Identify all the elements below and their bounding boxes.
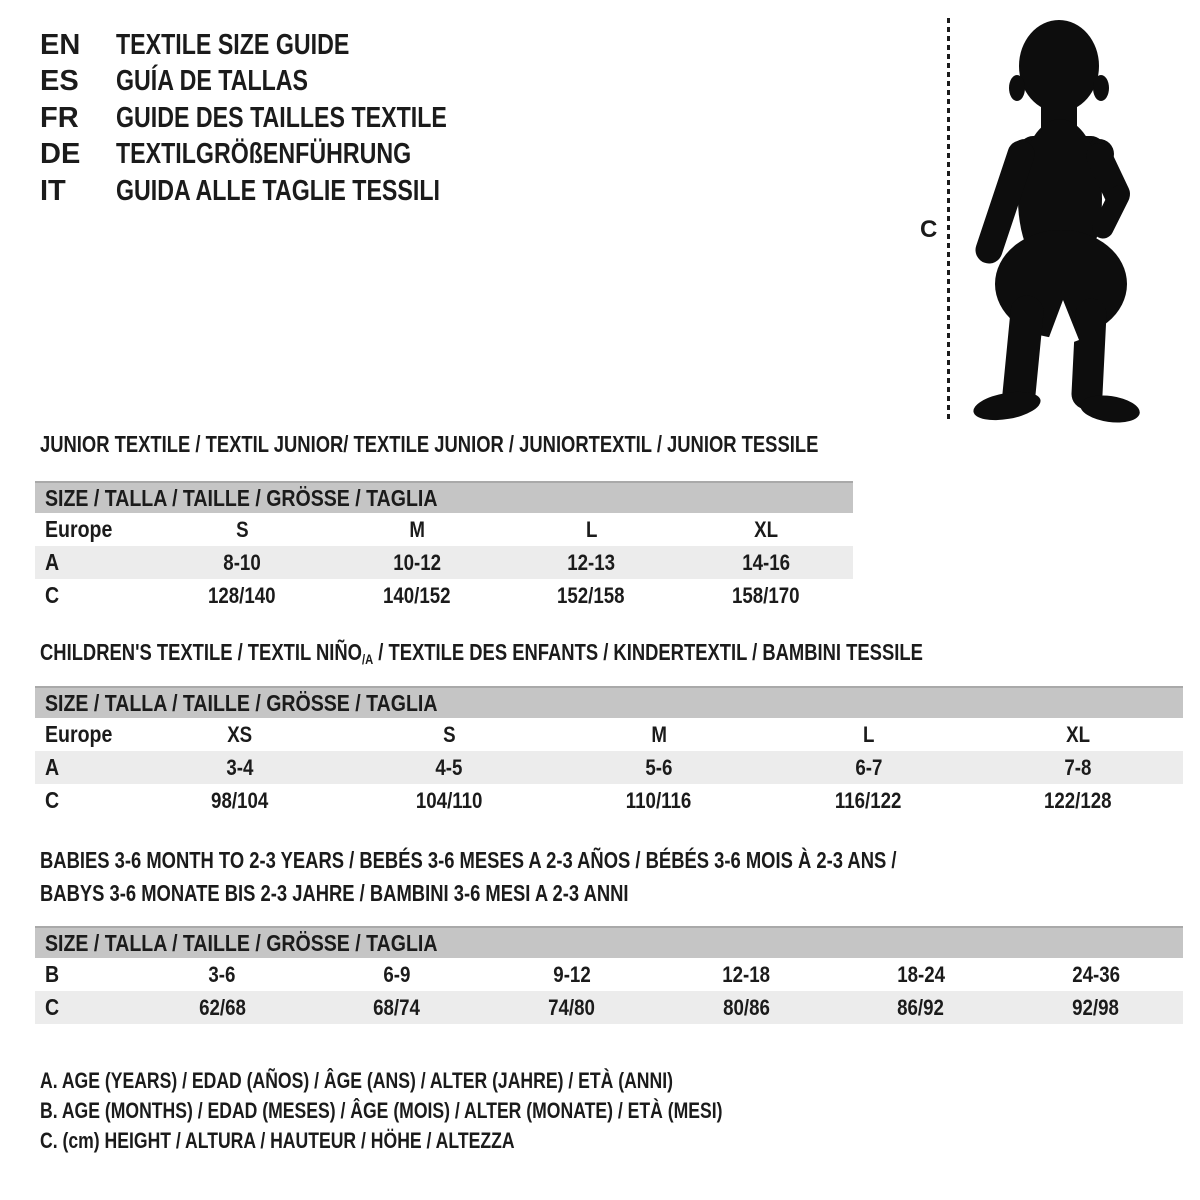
language-title: TEXTILGRÖßENFÜHRUNG <box>116 138 412 171</box>
height-cell <box>484 991 659 1024</box>
cell-text: 10-12 <box>392 549 441 575</box>
table-header-row <box>35 927 1183 958</box>
height-cell <box>135 784 345 817</box>
cell-text: 152/158 <box>557 582 626 608</box>
cell-text: 140/152 <box>382 582 451 608</box>
size-header-cell <box>35 687 1183 718</box>
cell-text: 74/80 <box>548 994 596 1020</box>
table-header-row <box>35 482 853 513</box>
size-header-text: SIZE / TALLA / TAILLE / GRÖSSE / TAGLIA <box>45 929 438 956</box>
height-cell <box>973 784 1183 817</box>
cell-text: A <box>45 549 60 575</box>
height-cell <box>834 991 1009 1024</box>
age-cell <box>155 546 330 579</box>
language-title: TEXTILE SIZE GUIDE <box>116 28 350 61</box>
table-row-europe <box>35 718 1183 751</box>
cell-text: S <box>443 721 456 747</box>
language-row-es <box>40 64 530 101</box>
row-label-cell <box>35 513 155 546</box>
size-cell <box>155 513 330 546</box>
cell-text: 12-13 <box>567 549 616 575</box>
age-cell <box>310 958 485 991</box>
size-header-text: SIZE / TALLA / TAILLE / GRÖSSE / TAGLIA <box>45 689 438 716</box>
cell-text: S <box>236 516 249 542</box>
age-cell <box>973 751 1183 784</box>
measure-legend <box>40 1066 893 1156</box>
table-row-height <box>35 784 1183 817</box>
height-cell <box>764 784 974 817</box>
table-row-age <box>35 546 853 579</box>
cell-text: Europe <box>45 516 113 542</box>
row-label-cell <box>35 784 135 817</box>
cell-text: 14-16 <box>741 549 790 575</box>
cell-text: XL <box>753 516 778 542</box>
height-cell <box>135 991 310 1024</box>
age-cell <box>764 751 974 784</box>
cell-text: L <box>862 721 875 747</box>
title-subscript: /A <box>361 651 374 667</box>
cell-text: 86/92 <box>897 994 945 1020</box>
row-label-cell <box>35 546 155 579</box>
babies-title-line1: BABIES 3-6 MONTH TO 2-3 YEARS / BEBÉS 3-6 MESES A 2-3 AÑOS / BÉBÉS 3-6 MOIS À 2-3 ANS / <box>40 847 897 873</box>
cell-text: 116/122 <box>835 787 902 813</box>
table-row-age <box>35 751 1183 784</box>
size-cell <box>973 718 1183 751</box>
cell-text: Europe <box>45 721 113 747</box>
height-cell <box>345 784 555 817</box>
language-code: ES <box>40 65 79 98</box>
size-cell <box>345 718 555 751</box>
table-row-europe <box>35 513 853 546</box>
language-row-de <box>40 137 530 174</box>
title-suffix: / TEXTILE DES ENFANTS / KINDERTEXTIL / BAMBINI TESSILE <box>373 639 923 665</box>
title-prefix: CHILDREN'S TEXTILE / TEXTIL NIÑO <box>40 639 362 665</box>
row-label-cell <box>35 579 155 612</box>
height-cell <box>310 991 485 1024</box>
babies-size-table <box>35 926 1183 1024</box>
junior-section-title <box>40 431 1013 457</box>
age-cell <box>554 751 764 784</box>
cell-text: 8-10 <box>223 549 261 575</box>
size-cell <box>330 513 505 546</box>
age-cell <box>135 751 345 784</box>
height-cell <box>554 784 764 817</box>
cell-text: 104/110 <box>416 787 483 813</box>
cell-text: 98/104 <box>211 787 269 813</box>
age-cell <box>834 958 1009 991</box>
legend-text: C. (cm) HEIGHT / ALTURA / HAUTEUR / HÖHE / ALTEZZA <box>40 1128 515 1153</box>
row-label-cell <box>35 991 135 1024</box>
babies-title-line2: BABYS 3-6 MONATE BIS 2-3 JAHRE / BAMBINI 3-6 MESI A 2-3 ANNI <box>40 880 629 906</box>
language-title: GUIDA ALLE TAGLIE TESSILI <box>116 174 440 207</box>
children-section-title <box>40 639 1144 668</box>
legend-line-b <box>40 1096 893 1126</box>
age-cell <box>1008 958 1183 991</box>
cell-text: 80/86 <box>722 994 770 1020</box>
language-title-block <box>40 27 530 210</box>
age-cell <box>330 546 505 579</box>
legend-line-c <box>40 1126 893 1156</box>
age-cell <box>659 958 834 991</box>
size-header-text: SIZE / TALLA / TAILLE / GRÖSSE / TAGLIA <box>45 484 438 511</box>
cell-text: 62/68 <box>198 994 246 1020</box>
cell-text: 158/170 <box>731 582 800 608</box>
cell-text: 24-36 <box>1071 961 1120 987</box>
cell-text: M <box>651 721 667 747</box>
cell-text: C <box>45 787 60 813</box>
language-code: EN <box>40 28 81 61</box>
cell-text: 4-5 <box>435 754 463 780</box>
table-row-height <box>35 579 853 612</box>
legend-text: A. AGE (YEARS) / EDAD (AÑOS) / ÂGE (ANS) / ALTER (JAHRE) / ETÀ (ANNI) <box>40 1068 673 1093</box>
height-cell <box>155 579 330 612</box>
height-cell <box>504 579 679 612</box>
height-cell <box>679 579 854 612</box>
height-measure-dashed-line <box>947 18 950 420</box>
age-cell <box>504 546 679 579</box>
cell-text: M <box>408 516 425 542</box>
language-code: FR <box>40 101 79 134</box>
size-cell <box>135 718 345 751</box>
size-cell <box>504 513 679 546</box>
cell-text: 18-24 <box>897 961 945 987</box>
children-section-title-text <box>40 639 923 668</box>
size-cell <box>764 718 974 751</box>
cell-text: C <box>45 994 60 1020</box>
table-header-row <box>35 687 1183 718</box>
cell-text: 122/128 <box>1044 787 1112 813</box>
cell-text: 5-6 <box>645 754 673 780</box>
junior-section-title-text: JUNIOR TEXTILE / TEXTIL JUNIOR/ TEXTILE JUNIOR / JUNIORTEXTIL / JUNIOR TESSILE <box>40 431 819 457</box>
age-cell <box>679 546 854 579</box>
cell-text: 9-12 <box>552 961 591 987</box>
cell-text: XS <box>227 721 253 747</box>
babies-section-title <box>40 847 1111 913</box>
height-cell <box>1008 991 1183 1024</box>
language-row-it <box>40 173 530 210</box>
language-title: GUIDE DES TAILLES TEXTILE <box>116 101 447 134</box>
age-cell <box>135 958 310 991</box>
cell-text: 68/74 <box>373 994 421 1020</box>
height-measure-label: C <box>920 216 938 243</box>
table-row-age-months <box>35 958 1183 991</box>
language-code: IT <box>40 174 66 207</box>
age-cell <box>484 958 659 991</box>
cell-text: 12-18 <box>722 961 771 987</box>
size-cell <box>554 718 764 751</box>
toddler-silhouette-icon <box>963 14 1145 426</box>
cell-text: 7-8 <box>1064 754 1092 780</box>
cell-text: L <box>585 516 597 542</box>
table-row-height <box>35 991 1183 1024</box>
language-row-fr <box>40 100 530 137</box>
cell-text: 110/116 <box>626 787 692 813</box>
cell-text: 3-4 <box>226 754 254 780</box>
cell-text: 92/98 <box>1072 994 1120 1020</box>
junior-size-table <box>35 481 853 612</box>
language-row-en <box>40 27 530 64</box>
legend-text: B. AGE (MONTHS) / EDAD (MESES) / ÂGE (MOIS) / ALTER (MONATE) / ETÀ (MESI) <box>40 1098 723 1123</box>
size-header-cell <box>35 927 1183 958</box>
children-size-table <box>35 686 1183 817</box>
row-label-cell <box>35 751 135 784</box>
size-cell <box>679 513 854 546</box>
cell-text: 3-6 <box>208 961 236 987</box>
language-title: GUÍA DE TALLAS <box>116 65 309 98</box>
legend-line-a <box>40 1066 893 1096</box>
size-header-cell <box>35 482 853 513</box>
cell-text: XL <box>1066 721 1091 747</box>
cell-text: B <box>45 961 60 987</box>
language-code: DE <box>40 138 81 171</box>
cell-text: A <box>45 754 60 780</box>
cell-text: 6-9 <box>383 961 411 987</box>
cell-text: 128/140 <box>208 582 277 608</box>
height-cell <box>659 991 834 1024</box>
row-label-cell <box>35 718 135 751</box>
row-label-cell <box>35 958 135 991</box>
age-cell <box>345 751 555 784</box>
cell-text: C <box>45 582 60 608</box>
height-cell <box>330 579 505 612</box>
cell-text: 6-7 <box>855 754 883 780</box>
